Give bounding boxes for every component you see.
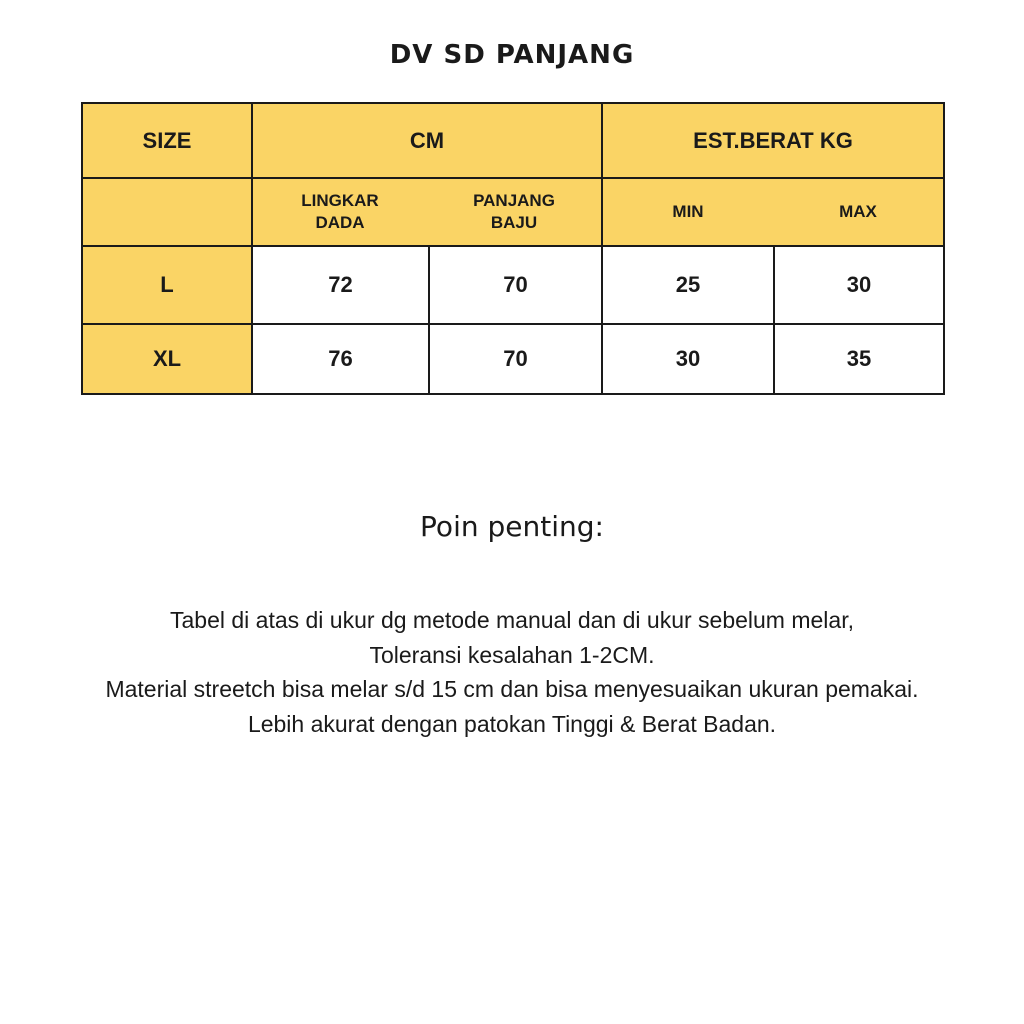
subheader-max: MAX (839, 202, 877, 222)
subheader-weight-group (602, 178, 944, 246)
note-line: Material streetch bisa melar s/d 15 cm dan bisa menyesuaikan ukuran pemakai. (105, 676, 919, 702)
cell-panjang-baju: 70 (429, 324, 602, 394)
notes-body (0, 603, 1024, 741)
cell-max: 35 (774, 324, 944, 394)
cell-lingkar-dada: 76 (252, 324, 429, 394)
cell-panjang-baju: 70 (429, 246, 602, 324)
table-row (82, 246, 944, 324)
subheader-min: MIN (672, 202, 704, 222)
cell-size: XL (82, 324, 252, 394)
subheader-lingkar-dada (253, 190, 427, 234)
cell-min: 25 (602, 246, 774, 324)
table-row (82, 324, 944, 394)
page-title: DV SD PANJANG (389, 40, 635, 70)
size-table (81, 102, 945, 395)
cell-min: 30 (602, 324, 774, 394)
header-size: SIZE (82, 103, 252, 178)
cell-lingkar-dada: 72 (252, 246, 429, 324)
header-row (82, 103, 944, 178)
subheader-panjang-baju-line2: BAJU (490, 213, 538, 232)
subheader-lingkar-dada-line2: DADA (315, 213, 365, 232)
header-est-weight: EST.BERAT KG (602, 103, 944, 178)
cell-size: L (82, 246, 252, 324)
subheader-panjang-baju (427, 190, 601, 234)
header-cm: CM (252, 103, 602, 178)
size-chart-table (81, 102, 943, 395)
subheader-row (82, 178, 944, 246)
subheader-cm-group (252, 178, 602, 246)
note-line: Lebih akurat dengan patokan Tinggi & Berat Badan. (247, 710, 777, 737)
subheader-panjang-baju-line1: PANJANG (473, 191, 555, 210)
subheader-lingkar-dada-line1: LINGKAR (301, 191, 379, 210)
note-line: Toleransi kesalahan 1-2CM. (369, 641, 655, 668)
notes-heading: Poin penting: (420, 510, 604, 543)
note-line: Tabel di atas di ukur dg metode manual dan di ukur sebelum melar, (169, 607, 854, 633)
cell-max: 30 (774, 246, 944, 324)
subheader-empty (82, 178, 252, 246)
